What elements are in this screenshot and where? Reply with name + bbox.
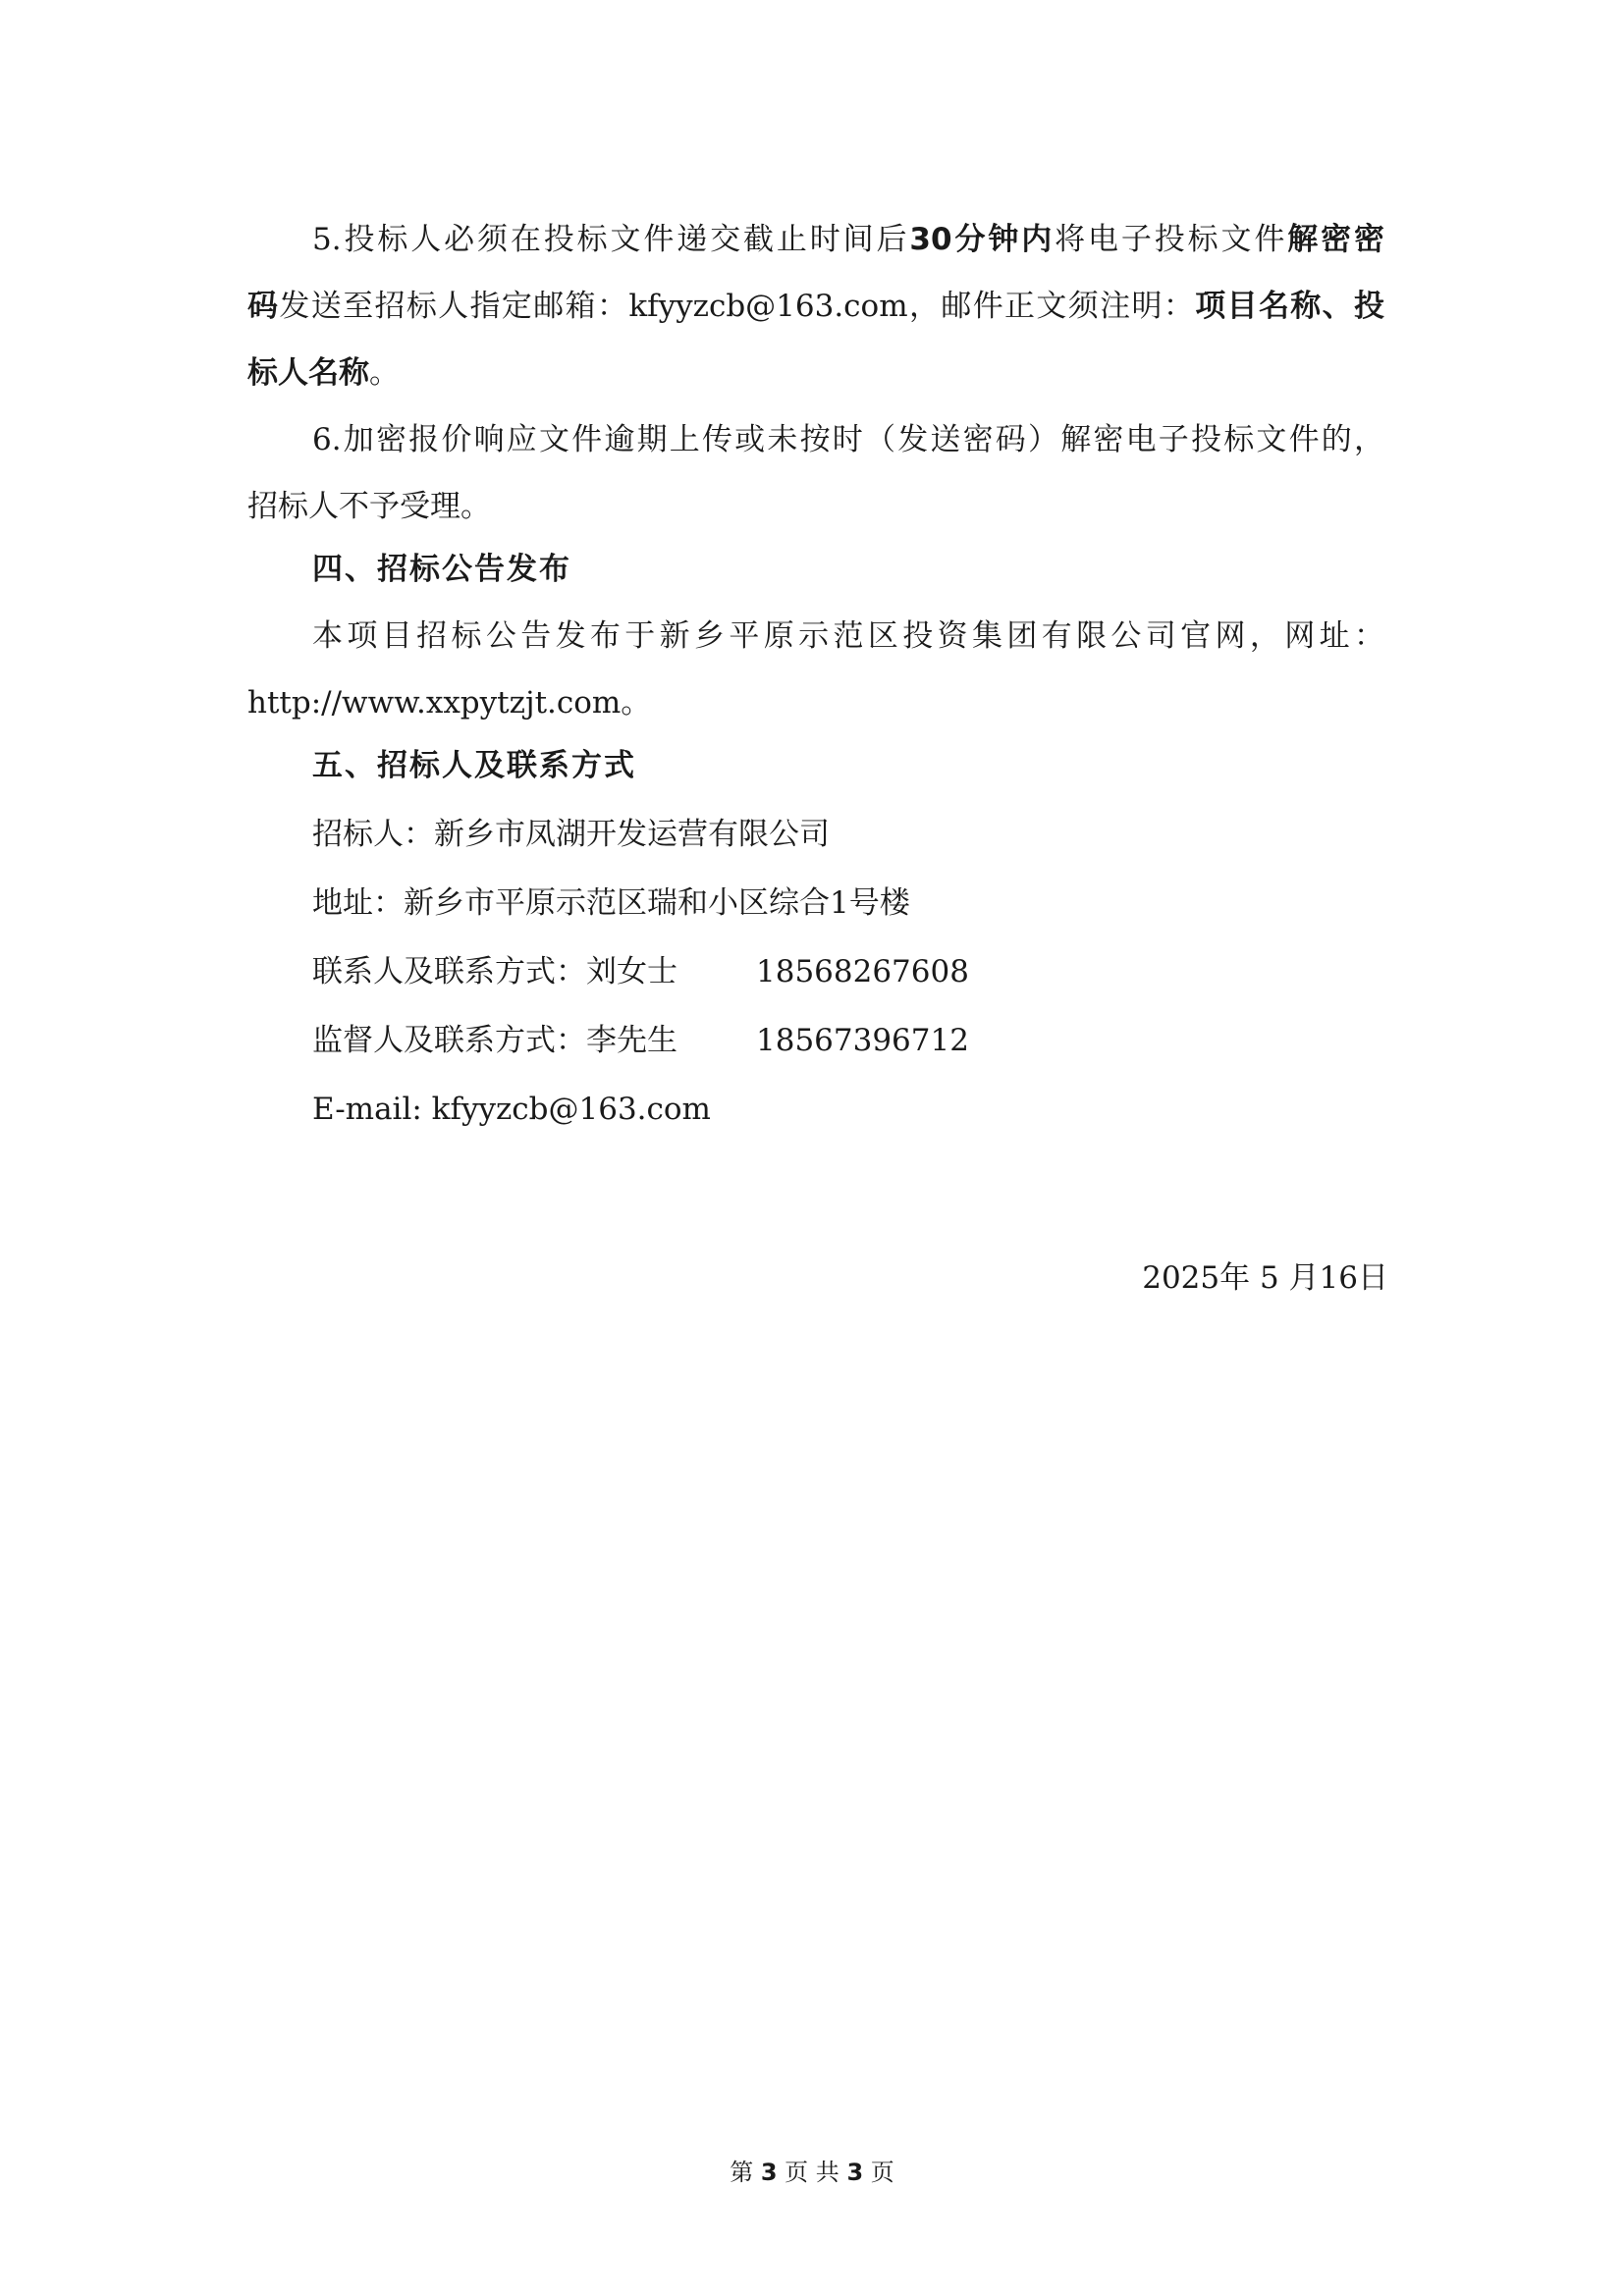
item6-line2 — [247, 487, 491, 526]
section4-heading: 四、招标公告发布 — [312, 552, 571, 587]
section5-heading: 五、招标人及联系方式 — [312, 748, 636, 783]
contact-phone: 18568267608 — [756, 954, 969, 989]
item5-decrypt-bold: 解密密 — [1287, 222, 1385, 257]
footer-prefix: 第 — [730, 2159, 754, 2186]
document-date: 2025年 5 月16日 — [1142, 1260, 1388, 1296]
item5-line2 — [247, 287, 1384, 326]
item5-email-text: 发送至招标人指定邮箱：kfyyzcb@163.com，邮件正文须注明： — [279, 289, 1196, 324]
supervisor-label: 监督人及联系方式：李先生 — [312, 1023, 677, 1058]
item6-line1 — [247, 420, 1384, 459]
item5-text: 5.投标人必须在投标文件递交截止时间后 — [312, 222, 910, 257]
item5-decrypt-bold: 码 — [247, 289, 280, 324]
tenderer-line: 招标人：新乡市凤湖开发运营有限公司 — [312, 817, 830, 852]
page-footer — [0, 2158, 1624, 2187]
item6-text: 6.加密报价响应文件逾期上传或未按时（发送密码）解密电子投标文件的， — [312, 422, 1384, 457]
supervisor-line — [312, 1021, 677, 1060]
email-line: E-mail: kfyyzcb@163.com — [312, 1092, 711, 1127]
item5-bidder-name-bold: 标人名称 — [247, 355, 369, 391]
section4-url: http://www.xxpytzjt.com。 — [247, 685, 652, 721]
item5-line1 — [247, 220, 1384, 259]
supervisor-phone: 18567396712 — [756, 1023, 969, 1058]
item5-deadline-bold: 30分钟内 — [909, 222, 1056, 257]
footer-mid: 页 共 — [785, 2159, 839, 2186]
contact-line — [312, 952, 677, 991]
item5-line3 — [247, 353, 400, 393]
section4-line1 — [247, 616, 1384, 656]
footer-current-page: 3 — [760, 2159, 778, 2186]
item5-period: 。 — [369, 355, 400, 391]
footer-total-pages: 3 — [846, 2159, 864, 2186]
footer-suffix: 页 — [870, 2159, 894, 2186]
item5-text: 将电子投标文件 — [1055, 222, 1288, 257]
item6-text: 招标人不予受理。 — [247, 489, 491, 524]
item5-project-name-bold: 项目名称、投 — [1195, 289, 1385, 324]
section4-text: 本项目招标公告发布于新乡平原示范区投资集团有限公司官网，网址： — [312, 618, 1384, 654]
contact-label: 联系人及联系方式：刘女士 — [312, 954, 677, 989]
address-line: 地址：新乡市平原示范区瑞和小区综合1号楼 — [312, 885, 910, 921]
